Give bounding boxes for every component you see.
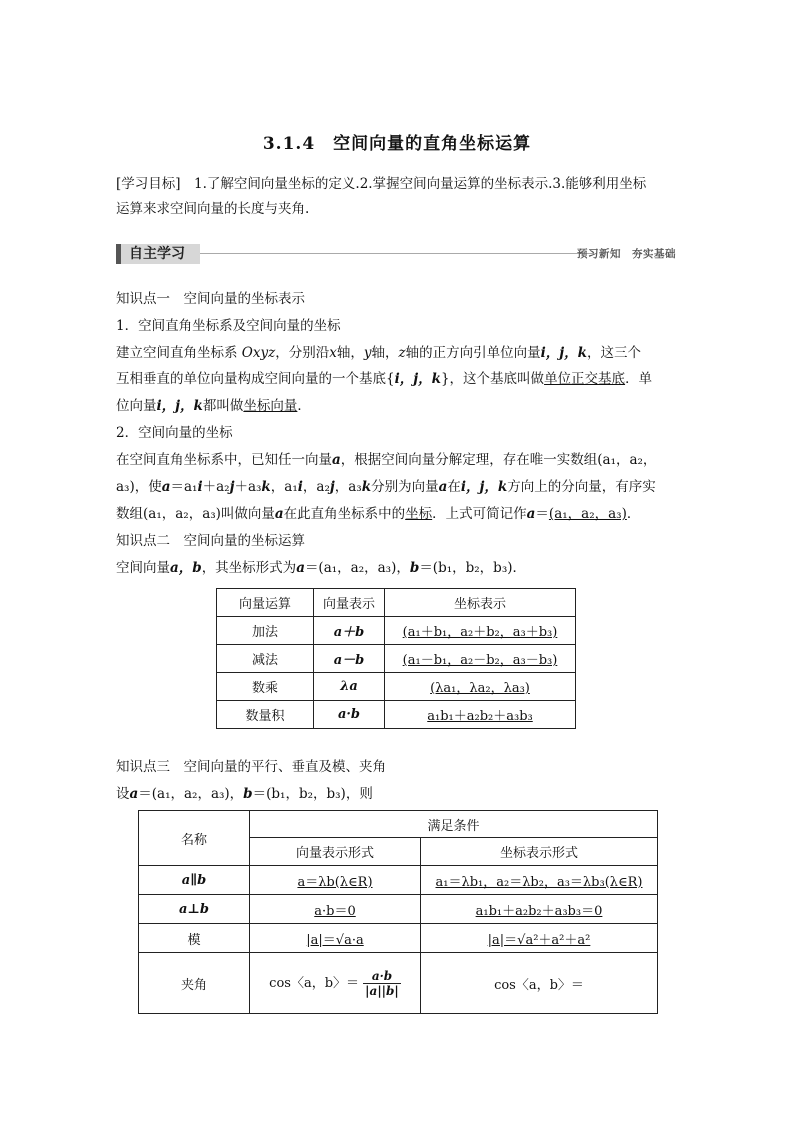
text: a，b [170, 560, 202, 576]
text: k [261, 479, 271, 495]
table-header-row [139, 811, 658, 838]
text: 建立空间直角坐标系 [116, 345, 238, 361]
text: i，j，k [394, 371, 441, 387]
table-cell: (a₁－b₁，a₂－b₂，a₃－b₃) [385, 645, 576, 673]
text: i，j，k [460, 479, 508, 495]
text: y [363, 345, 372, 361]
table-header: 坐标表示形式 [421, 838, 658, 866]
text: a [332, 452, 341, 468]
text: ．上式可简记作 [432, 506, 527, 522]
k2-heading: 知识点二 空间向量的坐标运算 [116, 533, 305, 549]
text: Oxyz [241, 345, 276, 361]
table-header: 满足条件 [250, 811, 658, 838]
fraction-numerator: a·b [363, 969, 401, 984]
text: ． [297, 398, 311, 414]
angle-fraction [363, 969, 401, 998]
text: ＋a₂ [202, 479, 230, 495]
text: 都叫做 [202, 398, 244, 414]
table-cell: 夹角 [139, 953, 250, 1014]
text: 互相垂直的单位向量构成空间向量的一个基底{ [116, 371, 395, 387]
text: 轴， [371, 345, 399, 361]
operations-table [216, 588, 576, 729]
text: j [229, 479, 235, 495]
text: a [161, 479, 171, 495]
text: ，根据空间向量分解定理，存在唯一实数组(a₁，a₂， [340, 452, 657, 468]
table-cell: a⊥b [139, 895, 250, 924]
table-row [139, 895, 658, 924]
table-cell: (λa₁，λa₂，λa₃) [385, 673, 576, 701]
k1-para1-line1 [116, 345, 641, 361]
table-cell: (a₁＋b₁，a₂＋b₂，a₃＋b₃) [385, 617, 576, 645]
table-row [139, 866, 658, 895]
text: a [296, 560, 305, 576]
k1-heading: 知识点一 空间向量的坐标表示 [116, 291, 305, 307]
text: z [398, 345, 406, 361]
text: k [361, 479, 372, 495]
table-cell: |a|＝√a·a [250, 924, 421, 953]
table-header: 坐标表示 [385, 589, 576, 617]
table-header-row [217, 589, 576, 617]
text: ，a₂ [302, 479, 330, 495]
text: 在此直角坐标系中的 [283, 506, 406, 522]
table-cell: a₁b₁＋a₂b₂＋a₃b₃＝0 [421, 895, 658, 924]
text: j [329, 479, 335, 495]
table-cell: a＋b [314, 617, 385, 645]
page-title: 3.1.4 空间向量的直角坐标运算 [262, 134, 532, 154]
text: 数组(a₁，a₂，a₃)叫做向量 [116, 506, 275, 522]
k1-para1-line2 [116, 371, 652, 387]
text: ，a₁ [270, 479, 298, 495]
table-row [139, 953, 658, 1014]
text: 方向上的分向量，有序实 [507, 479, 656, 495]
table-cell: a＝λb(λ∈R) [250, 866, 421, 895]
text: ＝(a₁，a₂，a₃)， [138, 786, 244, 802]
text: ，这三个 [586, 345, 641, 361]
text: }，这个基底叫做 [440, 371, 545, 387]
table-cell: a₁＝λb₁，a₂＝λb₂，a₃＝λb₃(λ∈R) [421, 866, 658, 895]
table-cell: a－b [314, 645, 385, 673]
banner-divider [200, 253, 594, 254]
text: ，分别沿 [275, 345, 330, 361]
text: ，a₃ [334, 479, 362, 495]
text: b [409, 560, 420, 576]
objective-line-1: [学习目标] 1.了解空间向量坐标的定义.2.掌握空间向量运算的坐标表示.3.能够利用坐标 [116, 176, 647, 192]
k1-para1-line3 [116, 398, 311, 414]
k2-intro [116, 560, 526, 576]
k1-para2-line3 [116, 506, 640, 522]
k3-intro [116, 786, 373, 802]
text: ＋a₃ [234, 479, 262, 495]
text: ＝a₁ [170, 479, 198, 495]
table-header: 向量表示 [314, 589, 385, 617]
k3-heading: 知识点三 空间向量的平行、垂直及模、夹角 [116, 759, 386, 775]
table-cell: cos〈a，b〉＝ [421, 953, 658, 1014]
banner-tagline: 预习新知 夯实基础 [577, 248, 676, 260]
text: a₃)，使 [116, 479, 162, 495]
table-row [217, 645, 576, 673]
table-cell: a·b [314, 701, 385, 729]
text: ＝(b₁，b₂，b₃)，则 [252, 786, 373, 802]
text: ＝ [535, 506, 549, 522]
table-header: 向量运算 [217, 589, 314, 617]
banner-label: 自主学习 [116, 244, 200, 264]
blank-answer: 坐标 [405, 506, 433, 522]
text: b [243, 786, 253, 802]
objective-line-2: 运算来求空间向量的长度与夹角. [116, 201, 310, 217]
fraction-denominator: |a||b| [365, 983, 399, 998]
table-cell: 数乘 [217, 673, 314, 701]
text: i [297, 479, 303, 495]
blank-answer: 单位正交基底 [544, 371, 626, 387]
table-cell: 加法 [217, 617, 314, 645]
relations-table [138, 810, 658, 1014]
text: ．单 [625, 371, 653, 387]
text: ＝(b₁，b₂，b₃)． [419, 560, 527, 576]
text: ，其坐标形式为 [201, 560, 297, 576]
table-header: 向量表示形式 [250, 838, 421, 866]
text: a [438, 479, 448, 495]
table-cell: 减法 [217, 645, 314, 673]
blank-answer: 坐标向量 [243, 398, 298, 414]
text: i，j，k [540, 345, 587, 361]
section-banner [116, 244, 676, 264]
k1-sub2: 2．空间向量的坐标 [116, 425, 233, 441]
table-row [217, 617, 576, 645]
text: a [274, 506, 284, 522]
text: ． [626, 506, 641, 522]
k1-para2-line1 [116, 452, 656, 468]
table-cell: |a|＝√a²＋a²＋a² [421, 924, 658, 953]
text: 轴的正方向引单位向量 [405, 345, 541, 361]
text: 分别为向量 [371, 479, 439, 495]
table-cell: 模 [139, 924, 250, 953]
text: x [329, 345, 337, 361]
text: 轴， [336, 345, 364, 361]
table-cell: a₁b₁＋a₂b₂＋a₃b₃ [385, 701, 576, 729]
text: 在 [447, 479, 461, 495]
table-cell: λa [314, 673, 385, 701]
table-header: 名称 [139, 811, 250, 866]
text: a [129, 786, 139, 802]
blank-answer: (a₁，a₂，a₃) [548, 506, 627, 522]
table-row [217, 673, 576, 701]
table-row [139, 924, 658, 953]
table-cell: a∥b [139, 866, 250, 895]
text: a [526, 506, 536, 522]
text: 在空间直角坐标系中，已知任一向量 [116, 452, 332, 468]
text: 空间向量 [116, 560, 170, 576]
k1-para2-line2 [116, 479, 656, 495]
table-row [217, 701, 576, 729]
text: i，j，k [156, 398, 203, 414]
text: i [197, 479, 203, 495]
table-cell: 数量积 [217, 701, 314, 729]
angle-formula-prefix: cos〈a，b〉＝ [269, 975, 360, 991]
k1-sub1: 1．空间直角坐标系及空间向量的坐标 [116, 318, 341, 334]
table-cell: a·b＝0 [250, 895, 421, 924]
text: 位向量 [116, 398, 157, 414]
text: 设 [116, 786, 130, 802]
text: ＝(a₁，a₂，a₃)， [304, 560, 410, 576]
table-cell [250, 953, 421, 1014]
